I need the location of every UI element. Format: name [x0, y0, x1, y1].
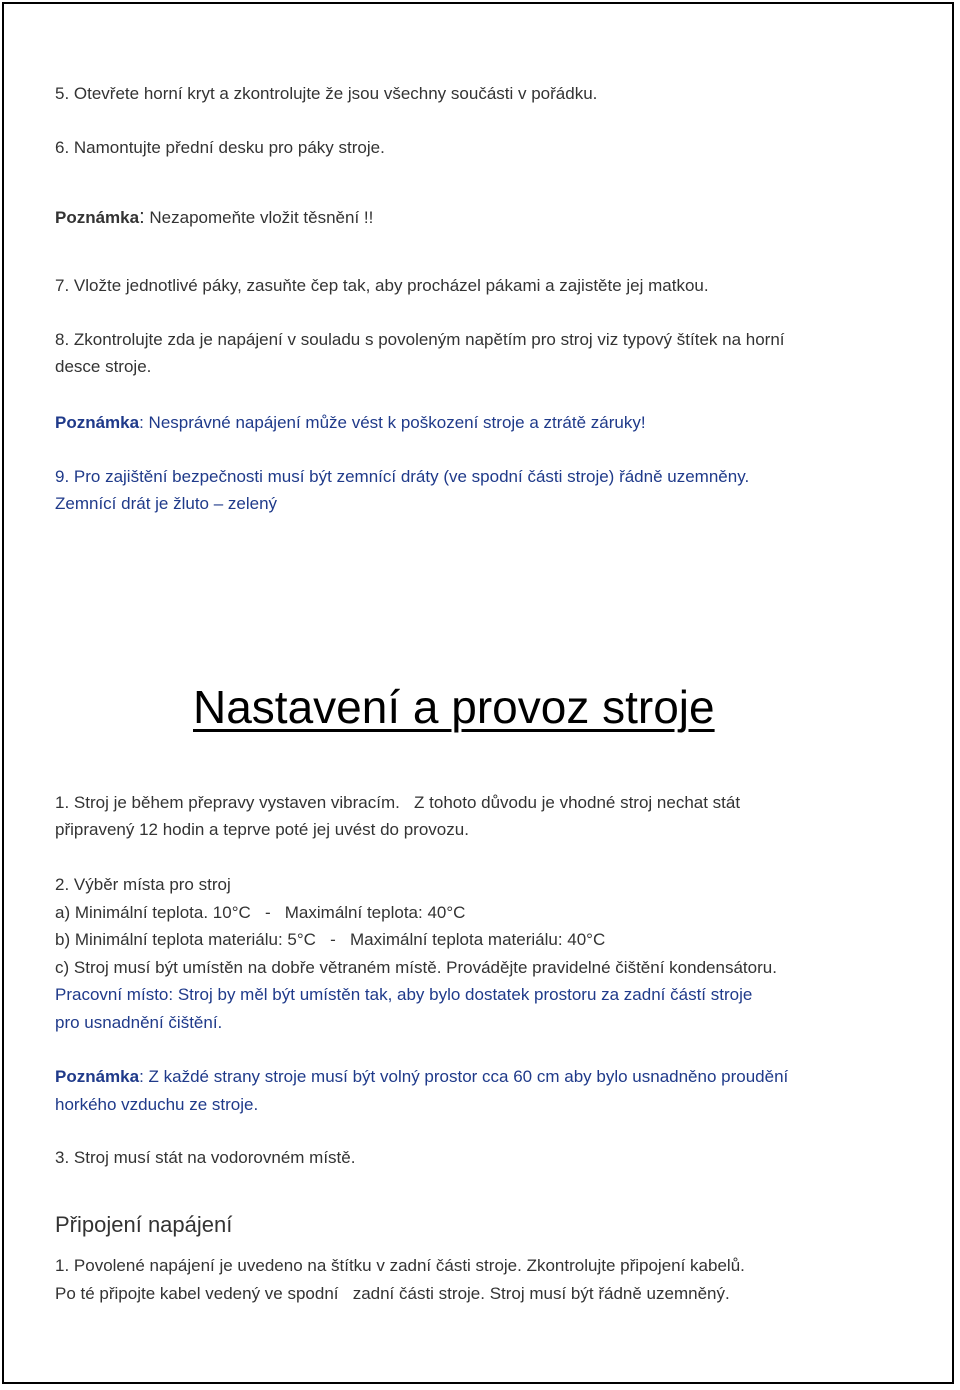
note-1 — [55, 207, 373, 228]
step-9-line1: 9. Pro zajištění bezpečnosti musí být zemnící dráty (ve spodní části stroje) řádně uzemněny. — [55, 467, 750, 486]
setup-2d: Pracovní místo: Stroj by měl být umístěn tak, aby bylo dostatek prostoru za zadní částí stroje — [55, 985, 753, 1004]
step-8-line2: desce stroje. — [55, 357, 152, 376]
step-6: 6. Namontujte přední desku pro páky stroje. — [55, 138, 385, 157]
note-text: Nezapomeňte vložit těsnění !! — [144, 208, 374, 227]
note-2 — [55, 413, 646, 433]
note-3-line2: horkého vzduchu ze stroje. — [55, 1095, 259, 1114]
note-label: Poznámka — [55, 413, 140, 432]
power-subheading: Připojení napájení — [55, 1212, 233, 1237]
setup-1-line1: 1. Stroj je během přepravy vystaven vibracím. Z tohoto důvodu je vhodné stroj nechat stát — [55, 793, 741, 812]
setup-1-line2: připravený 12 hodin a teprve poté jej uvést do provozu. — [55, 820, 469, 839]
setup-3: 3. Stroj musí stát na vodorovném místě. — [55, 1148, 356, 1167]
note-text: : Z každé strany stroje musí být volný prostor cca 60 cm aby bylo usnadněno proudění — [139, 1067, 789, 1086]
note-text: : Nesprávné napájení může vést k poškození stroje a ztrátě záruky! — [139, 413, 646, 432]
note-colon: : — [139, 206, 145, 228]
step-8-line1: 8. Zkontrolujte zda je napájení v souladu s povoleným napětím pro stroj viz typový štítek na horní — [55, 330, 785, 349]
setup-2a: a) Minimální teplota. 10°C - Maximální teplota: 40°C — [55, 903, 466, 922]
note-label: Poznámka — [55, 208, 140, 227]
step-7: 7. Vložte jednotlivé páky, zasuňte čep tak, aby procházel pákami a zajistěte jej matkou. — [55, 276, 709, 295]
power-1-line2: Po té připojte kabel vedený ve spodní zadní části stroje. Stroj musí být řádně uzemněný. — [55, 1284, 730, 1303]
note-label: Poznámka — [55, 1067, 140, 1086]
setup-2: 2. Výběr místa pro stroj — [55, 875, 231, 894]
step-5: 5. Otevřete horní kryt a zkontrolujte že jsou všechny součásti v pořádku. — [55, 84, 598, 103]
setup-2b: b) Minimální teplota materiálu: 5°C - Maximální teplota materiálu: 40°C — [55, 930, 606, 949]
section-heading: Nastavení a provoz stroje — [193, 681, 715, 733]
step-9-line2: Zemnící drát je žluto – zelený — [55, 494, 278, 513]
note-3-line1 — [55, 1067, 788, 1087]
power-1-line1: 1. Povolené napájení je uvedeno na štítku v zadní části stroje. Zkontrolujte připojení kabelů. — [55, 1256, 745, 1275]
setup-2e: pro usnadnění čištění. — [55, 1013, 223, 1032]
setup-2c: c) Stroj musí být umístěn na dobře větraném místě. Provádějte pravidelné čištění kondensátoru. — [55, 958, 777, 977]
